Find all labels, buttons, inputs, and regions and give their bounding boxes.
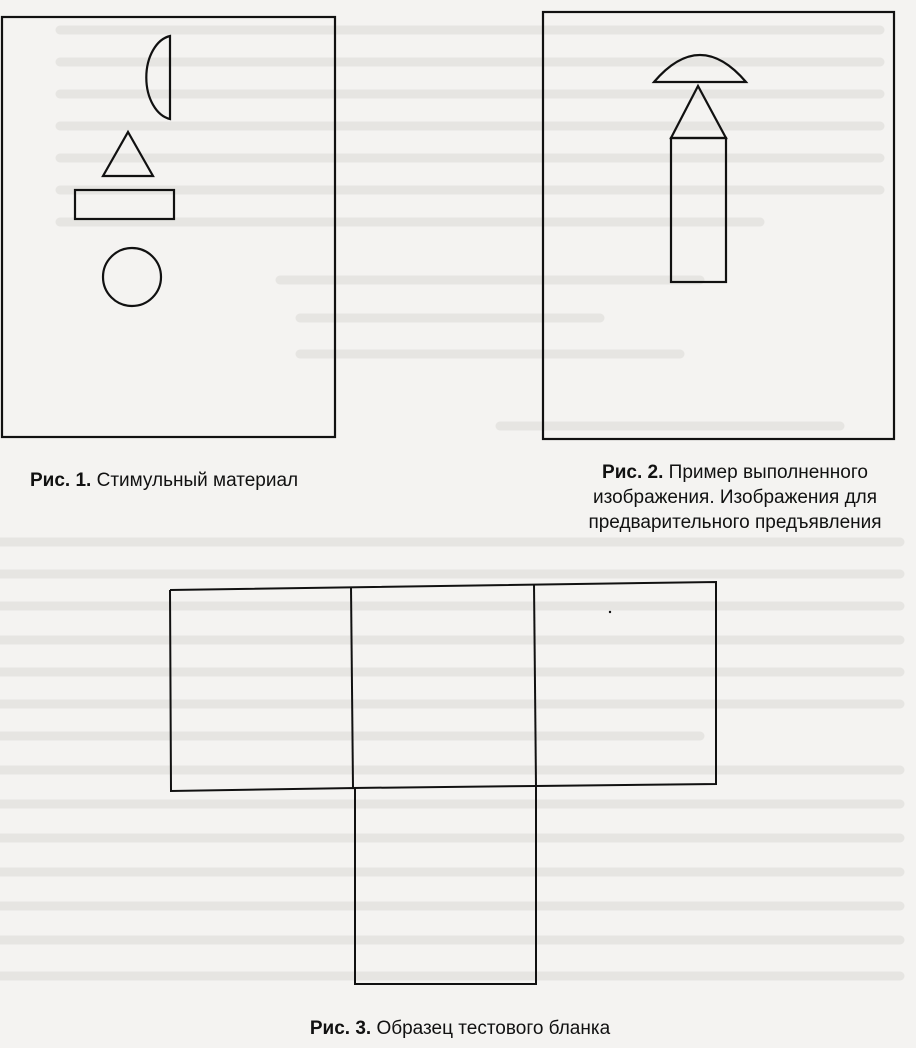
example-triangle <box>671 86 726 138</box>
figure-2-text-line-3: предварительного предъявления <box>588 512 882 533</box>
rectangle-shape <box>75 190 174 219</box>
blank-divider-right <box>534 584 536 786</box>
figure-2-caption <box>560 460 910 535</box>
figure-1-label: Рис. 1. <box>30 470 92 491</box>
example-arc-cap <box>654 55 746 82</box>
figure-3-test-blank <box>170 582 716 984</box>
triangle-shape <box>103 132 153 176</box>
figure-3-caption <box>240 1016 680 1041</box>
figure-2-text-line-2: изображения. Изображения для <box>592 487 878 508</box>
figure-2-label: Рис. 2. <box>602 462 664 483</box>
figure-1-stimulus-card <box>2 17 335 437</box>
blank-outline <box>170 582 716 984</box>
figure-1-caption <box>30 468 410 493</box>
figure-3-label: Рис. 3. <box>309 1018 372 1039</box>
figure-2-text-line-1: Пример выполненного <box>668 462 868 483</box>
figure-3-text: Образец тестового бланка <box>376 1018 611 1039</box>
figure-1-text: Стимульный материал <box>96 470 299 491</box>
circle-shape <box>103 248 161 306</box>
stimulus-card-frame <box>2 17 335 437</box>
blank-divider-left <box>351 587 353 788</box>
figure-2-example-card <box>543 12 894 439</box>
example-card-frame <box>543 12 894 439</box>
ink-speck <box>609 611 611 613</box>
semicircle-shape <box>146 36 170 119</box>
example-tall-rectangle <box>671 138 726 282</box>
blank-divider-middle <box>353 786 536 788</box>
